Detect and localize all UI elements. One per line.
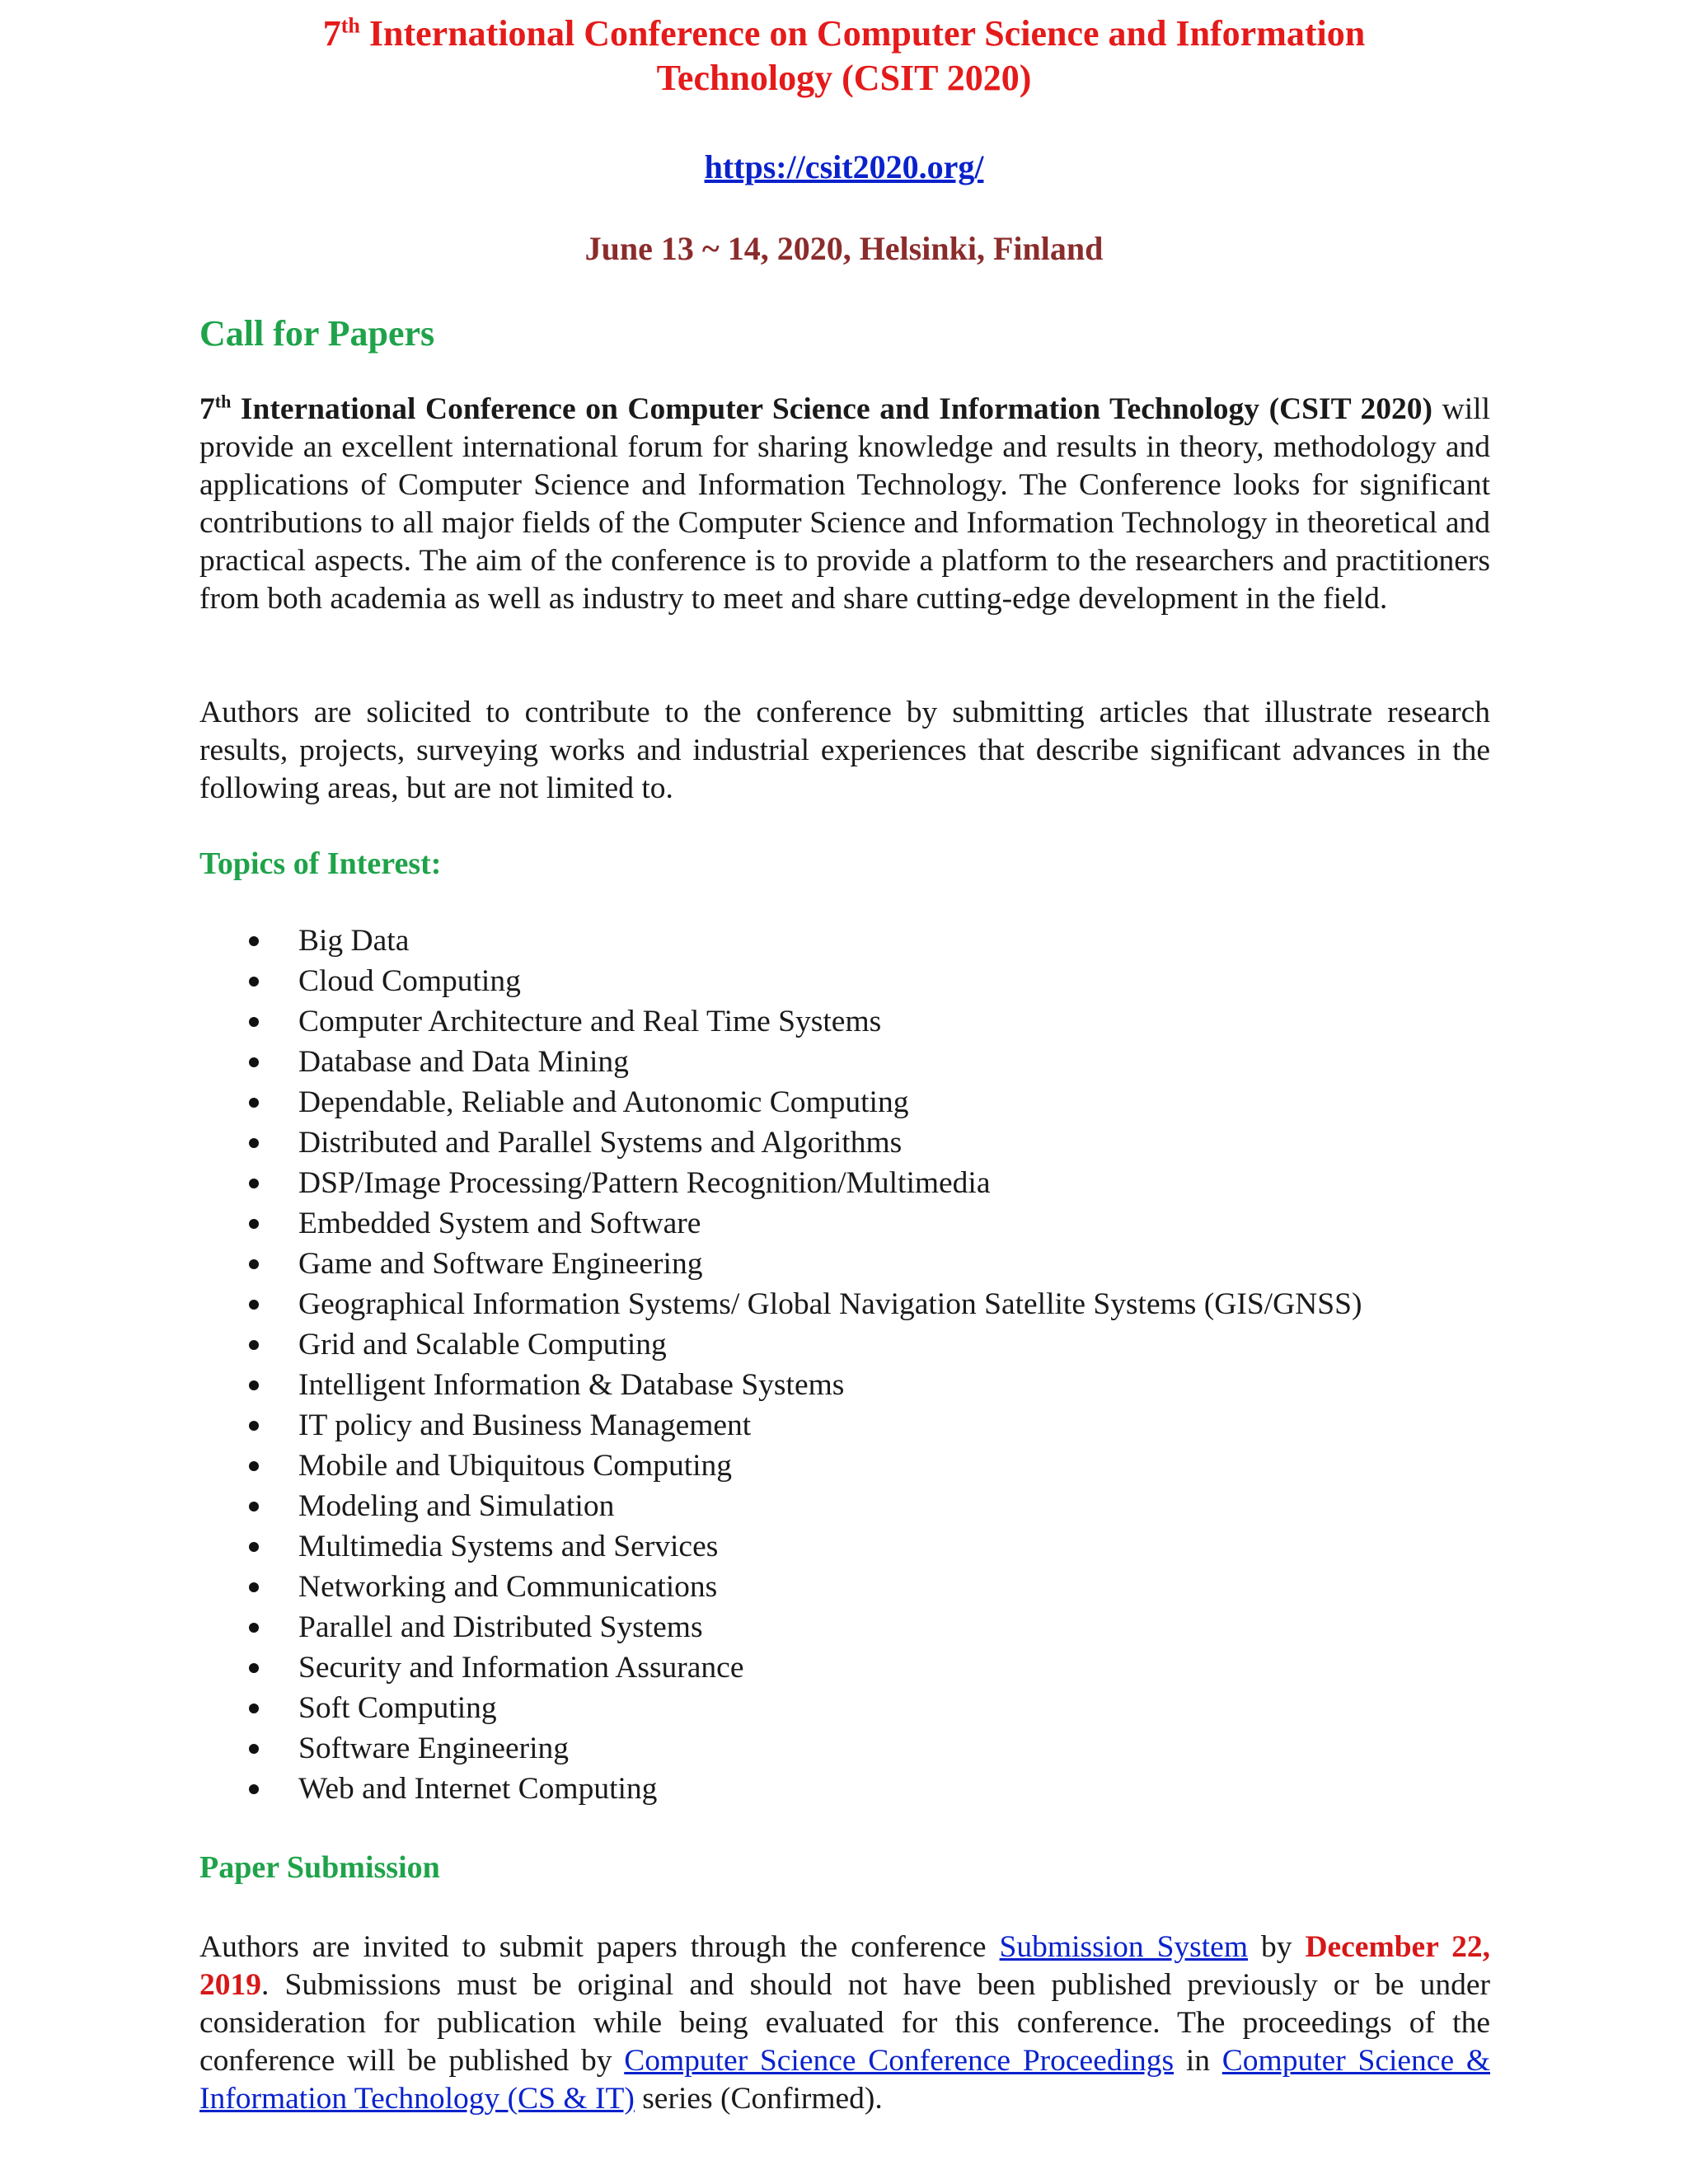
bullet-icon — [249, 1502, 259, 1511]
topic-label: Cloud Computing — [298, 964, 521, 998]
topic-item — [199, 961, 1362, 1001]
topic-label: Dependable, Reliable and Autonomic Computing — [298, 1085, 909, 1119]
title-ordinal-suffix: th — [340, 13, 360, 38]
intro-bold-title — [199, 392, 1432, 426]
submission-text-2: by — [1248, 1930, 1306, 1964]
bullet-icon — [249, 1057, 259, 1067]
topic-item — [199, 1405, 1362, 1446]
topics-heading: Topics of Interest: — [199, 846, 442, 881]
submission-system-link[interactable]: Submission System — [999, 1930, 1248, 1964]
topic-label: Game and Software Engineering — [298, 1247, 703, 1281]
topic-label: Software Engineering — [298, 1732, 570, 1765]
bullet-icon — [249, 936, 259, 946]
bullet-icon — [249, 1138, 259, 1148]
topic-item — [199, 1446, 1362, 1486]
conference-date-location: June 13 ~ 14, 2020, Helsinki, Finland — [584, 230, 1104, 267]
conference-title-line-2: Technology (CSIT 2020) — [656, 58, 1032, 98]
bullet-icon — [249, 1017, 259, 1027]
topic-label: Geographical Information Systems/ Global Navigation Satellite Systems (GIS/GNSS) — [298, 1287, 1362, 1321]
bullet-icon — [249, 1300, 259, 1310]
title-line-1-text: International Conference on Computer Science and Information — [359, 13, 1366, 54]
topic-label: Database and Data Mining — [298, 1045, 629, 1079]
topic-label: DSP/Image Processing/Pattern Recognition/Multimedia — [298, 1166, 991, 1200]
bullet-icon — [249, 1219, 259, 1229]
intro-body-text: will provide an excellent international forum for sharing knowledge and results in theory, methodology and applications of Computer Science and Information Technology. The Conference looks for significant contributions to all major fields of the Computer Science and Information Technology in theoretical and practical aspects. The aim of the conference is to provide a platform to the researchers and practitioners from both academia as well as industry to meet and share cutting-edge development in the field. — [199, 392, 1490, 616]
bullet-icon — [249, 1461, 259, 1471]
conference-url-link[interactable]: https://csit2020.org/ — [704, 148, 984, 185]
topic-label: IT policy and Business Management — [298, 1408, 752, 1442]
intro-ordinal: 7 — [199, 392, 215, 426]
topic-item — [199, 1042, 1362, 1082]
intro-bold-text: International Conference on Computer Science and Information Technology (CSIT 2020) — [231, 392, 1433, 426]
paper-submission-heading: Paper Submission — [199, 1850, 440, 1885]
cs-it-series-link[interactable]: Computer Science & Information Technology (CS & IT) — [199, 2044, 1490, 2116]
topic-item — [199, 1647, 1362, 1688]
topic-item — [199, 1163, 1362, 1203]
topic-label: Computer Architecture and Real Time Systems — [298, 1005, 882, 1038]
bullet-icon — [249, 1380, 259, 1390]
topic-label: Intelligent Information & Database Systems — [298, 1368, 845, 1402]
authors-paragraph: Authors are solicited to contribute to the conference by submitting articles that illustrate research results, projects, surveying works and industrial experiences that describe significant advances in the following areas, but are not limited to. — [199, 696, 1490, 805]
topic-item — [199, 1688, 1362, 1728]
topic-item — [199, 1728, 1362, 1769]
title-ordinal: 7 — [322, 13, 341, 54]
topic-label: Modeling and Simulation — [298, 1489, 615, 1523]
bullet-icon — [249, 1704, 259, 1713]
topic-item — [199, 1486, 1362, 1526]
bullet-icon — [249, 1663, 259, 1673]
bullet-icon — [249, 1784, 259, 1794]
bullet-icon — [249, 1421, 259, 1431]
topic-item — [199, 921, 1362, 961]
submission-text-4: in — [1174, 2044, 1222, 2078]
topic-label: Networking and Communications — [298, 1570, 718, 1604]
call-for-papers-heading: Call for Papers — [199, 313, 435, 354]
submission-text-5: series (Confirmed). — [634, 2082, 883, 2116]
topic-item — [199, 1324, 1362, 1365]
topic-label: Web and Internet Computing — [298, 1772, 658, 1806]
conference-url-line — [0, 147, 1688, 188]
submission-paragraph — [199, 1929, 1490, 2118]
topic-label: Big Data — [298, 924, 410, 958]
intro-paragraph — [199, 391, 1490, 618]
topic-label: Soft Computing — [298, 1691, 497, 1725]
topic-item — [199, 1526, 1362, 1567]
topic-item — [199, 1284, 1362, 1324]
topic-label: Parallel and Distributed Systems — [298, 1610, 703, 1644]
topic-item — [199, 1203, 1362, 1244]
conference-title-line-1 — [0, 12, 1688, 56]
bullet-icon — [249, 1340, 259, 1350]
topic-item — [199, 1244, 1362, 1284]
topic-label: Multimedia Systems and Services — [298, 1530, 719, 1563]
topic-item — [199, 1567, 1362, 1607]
bullet-icon — [249, 1259, 259, 1269]
submission-text-1: Authors are invited to submit papers through the conference — [199, 1930, 1000, 1964]
topic-item — [199, 1365, 1362, 1405]
topic-label: Grid and Scalable Computing — [298, 1328, 667, 1361]
topic-label: Security and Information Assurance — [298, 1651, 744, 1685]
submission-deadline: December 22, 2019 — [199, 1930, 1490, 2002]
bullet-icon — [249, 1179, 259, 1188]
intro-ordinal-suffix: th — [214, 391, 232, 412]
bullet-icon — [249, 977, 259, 987]
bullet-icon — [249, 1744, 259, 1754]
topic-item — [199, 1082, 1362, 1122]
topic-item — [199, 1122, 1362, 1163]
topic-label: Distributed and Parallel Systems and Algorithms — [298, 1126, 903, 1160]
topic-item — [199, 1607, 1362, 1647]
proceedings-link[interactable]: Computer Science Conference Proceedings — [624, 2044, 1175, 2078]
bullet-icon — [249, 1098, 259, 1108]
topic-label: Embedded System and Software — [298, 1207, 701, 1240]
bullet-icon — [249, 1623, 259, 1633]
submission-text-3: . Submissions must be original and should not have been published previously or be under consideration for publication while being evaluated for this conference. The proceedings of the conference will be published by — [199, 1968, 1490, 2078]
bullet-icon — [249, 1582, 259, 1592]
topic-item — [199, 1001, 1362, 1042]
topics-list — [199, 921, 1362, 1809]
bullet-icon — [249, 1542, 259, 1552]
topic-label: Mobile and Ubiquitous Computing — [298, 1449, 733, 1483]
topic-item — [199, 1769, 1362, 1809]
